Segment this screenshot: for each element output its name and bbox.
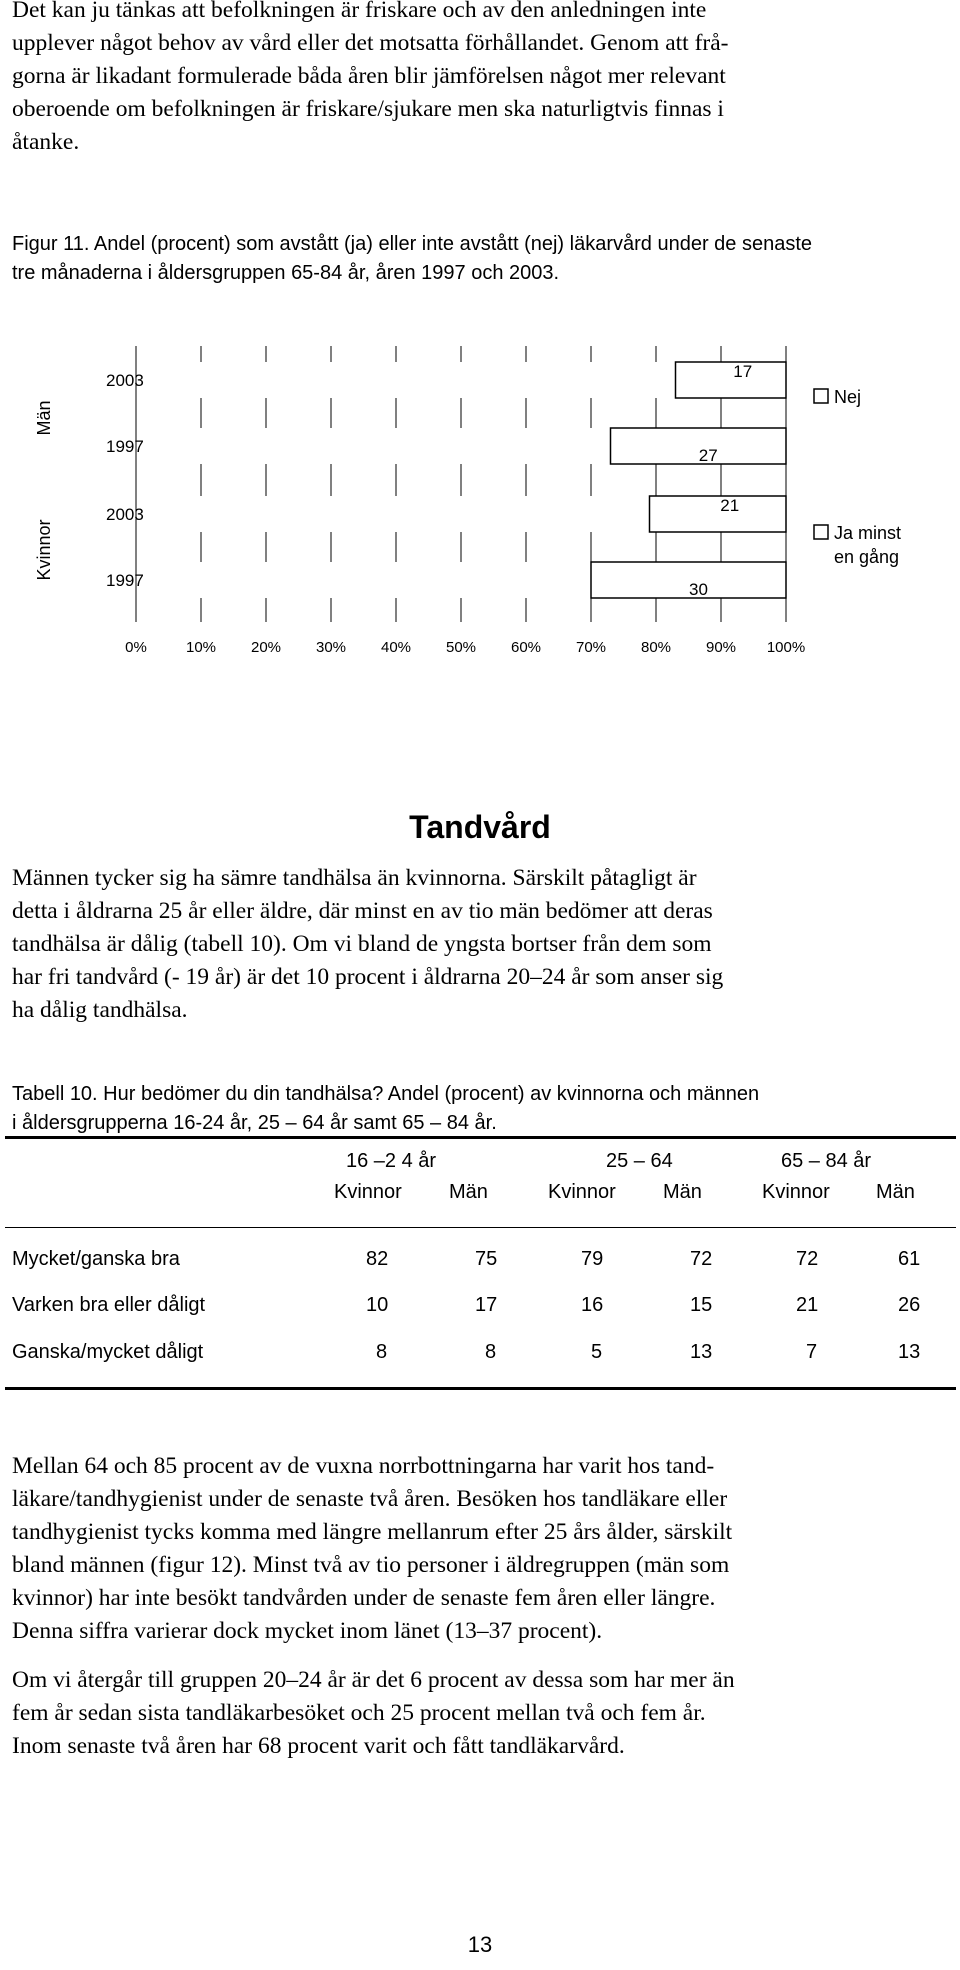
table-cell: 7 bbox=[806, 1341, 818, 1363]
closing-paragraph-1 bbox=[12, 1450, 732, 1648]
legend-label-nej: Nej bbox=[834, 387, 862, 407]
stacked-bar-chart bbox=[0, 330, 960, 680]
bar-segment-nej bbox=[138, 562, 591, 598]
table-cell: 13 bbox=[690, 1341, 713, 1363]
table-cell: 13 bbox=[898, 1341, 921, 1363]
text-line: tandhälsa är dålig (tabell 10). Om vi bland de yngsta bortser från dem som bbox=[12, 931, 712, 957]
x-tick-label: 80% bbox=[640, 639, 672, 656]
table-top-rule bbox=[5, 1136, 956, 1139]
text-line: åtanke. bbox=[12, 129, 80, 155]
text-line: Mellan 64 och 85 procent av de vuxna norrbottningarna har varit hos tand- bbox=[12, 1453, 715, 1479]
x-tick-label: 30% bbox=[315, 639, 347, 656]
table-row-label: Mycket/ganska bra bbox=[12, 1248, 180, 1270]
table-cell: 10 bbox=[366, 1294, 389, 1316]
bar-segment-nej bbox=[138, 428, 611, 464]
x-tick-label: 50% bbox=[445, 639, 477, 656]
x-tick-label: 90% bbox=[705, 639, 737, 656]
text-line: Inom senaste två åren har 68 procent varit och fått tandläkarvård. bbox=[12, 1733, 625, 1759]
table-cell: 16 bbox=[581, 1294, 604, 1316]
sex-header: Kvinnor bbox=[762, 1181, 830, 1203]
x-tick-label: 70% bbox=[575, 639, 607, 656]
data-label: 27 bbox=[698, 446, 718, 465]
group-label: Kvinnor bbox=[34, 519, 54, 581]
table-cell: 61 bbox=[898, 1248, 921, 1270]
x-tick-label: 20% bbox=[250, 639, 282, 656]
table-cell: 82 bbox=[366, 1248, 389, 1270]
sex-header: Män bbox=[449, 1181, 488, 1203]
x-tick-label: 60% bbox=[510, 639, 542, 656]
sex-header: Kvinnor bbox=[334, 1181, 402, 1203]
table-caption bbox=[12, 1080, 759, 1138]
closing-paragraph-2 bbox=[12, 1664, 735, 1763]
table-cell: 5 bbox=[591, 1341, 603, 1363]
category-label: 1997 bbox=[106, 571, 144, 590]
sex-header: Män bbox=[876, 1181, 915, 1203]
text-line: fem år sedan sista tandläkarbesöket och 25 procent mellan två och fem år. bbox=[12, 1700, 706, 1726]
section-title: Tandvård bbox=[409, 809, 551, 845]
category-label: 1997 bbox=[106, 437, 144, 456]
sex-header: Män bbox=[663, 1181, 702, 1203]
caption-line: i åldersgrupperna 16-24 år, 25 – 64 år samt 65 – 84 år. bbox=[12, 1112, 497, 1134]
caption-line: Tabell 10. Hur bedömer du din tandhälsa? Andel (procent) av kvinnorna och männen bbox=[12, 1083, 760, 1105]
legend-swatch-nej bbox=[814, 389, 828, 403]
table-cell: 8 bbox=[376, 1341, 388, 1363]
section-paragraph bbox=[12, 862, 723, 1027]
bar-segment-ja bbox=[650, 496, 787, 532]
intro-paragraph bbox=[12, 0, 728, 159]
text-line: kvinnor) har inte besökt tandvården under de senaste fem åren eller längre. bbox=[12, 1585, 716, 1611]
table-cell: 26 bbox=[898, 1294, 921, 1316]
table-bottom-rule bbox=[5, 1387, 956, 1390]
text-line: detta i åldrarna 25 år eller äldre, där minst en av tio män bedömer att deras bbox=[12, 898, 713, 924]
data-label: 30 bbox=[689, 580, 708, 599]
page-number: 13 bbox=[467, 1932, 493, 1957]
table-cell: 15 bbox=[690, 1294, 713, 1316]
text-line: gorna är likadant formulerade båda åren blir jämförelsen något mer relevant bbox=[12, 63, 726, 89]
table-cell: 72 bbox=[796, 1248, 819, 1270]
table-cell: 79 bbox=[581, 1248, 604, 1270]
category-label: 2003 bbox=[106, 505, 144, 524]
caption-line: Figur 11. Andel (procent) som avstått (ja) eller inte avstått (nej) läkarvård under de senaste bbox=[12, 233, 813, 255]
text-line: tandhygienist tycks komma med längre mellanrum efter 25 års ålder, särskilt bbox=[12, 1519, 733, 1545]
text-line: läkare/tandhygienist under de senaste två åren. Besöken hos tandläkare eller bbox=[12, 1486, 728, 1512]
text-line: upplever något behov av vård eller det motsatta förhållandet. Genom att frå- bbox=[12, 30, 729, 56]
table-cell: 21 bbox=[796, 1294, 819, 1316]
text-line: har fri tandvård (- 19 år) är det 10 procent i åldrarna 20–24 år som anser sig bbox=[12, 964, 724, 990]
age-group-header: 65 – 84 år bbox=[781, 1150, 872, 1172]
table-cell: 17 bbox=[475, 1294, 498, 1316]
category-label: 2003 bbox=[106, 371, 144, 390]
caption-line: tre månaderna i åldersgruppen 65-84 år, åren 1997 och 2003. bbox=[12, 262, 560, 284]
table-header-rule bbox=[5, 1227, 956, 1228]
legend-label-ja: Ja minst en gång bbox=[834, 523, 902, 567]
text-line: bland männen (figur 12). Minst två av tio personer i äldregruppen (män som bbox=[12, 1552, 730, 1578]
age-group-header: 25 – 64 bbox=[606, 1150, 673, 1172]
text-line: ha dålig tandhälsa. bbox=[12, 997, 188, 1023]
bar-segment-ja bbox=[676, 362, 787, 398]
data-label: 21 bbox=[720, 496, 740, 515]
age-group-header: 16 –2 4 år bbox=[346, 1150, 437, 1172]
legend-swatch-ja bbox=[814, 525, 828, 539]
x-tick-label: 0% bbox=[125, 639, 147, 656]
text-line: Männen tycker sig ha sämre tandhälsa än kvinnorna. Särskilt påtagligt är bbox=[12, 865, 697, 891]
text-line: Om vi återgår till gruppen 20–24 år är det 6 procent av dessa som har mer än bbox=[12, 1667, 735, 1693]
table-row-label: Varken bra eller dåligt bbox=[12, 1294, 206, 1316]
x-tick-label: 100% bbox=[766, 639, 806, 656]
table-cell: 72 bbox=[690, 1248, 713, 1270]
table-cell: 8 bbox=[485, 1341, 497, 1363]
table-cell: 75 bbox=[475, 1248, 498, 1270]
table-row-label: Ganska/mycket dåligt bbox=[12, 1341, 204, 1363]
bar-segment-nej bbox=[138, 362, 676, 398]
text-line: oberoende om befolkningen är friskare/sjukare men ska naturligtvis finnas i bbox=[12, 96, 724, 122]
figure-caption bbox=[12, 230, 812, 288]
sex-header: Kvinnor bbox=[548, 1181, 616, 1203]
data-label: 17 bbox=[733, 362, 753, 381]
x-tick-label: 40% bbox=[380, 639, 412, 656]
group-label: Män bbox=[34, 400, 54, 436]
text-line: Det kan ju tänkas att befolkningen är friskare och av den anledningen inte bbox=[12, 0, 707, 23]
bar-segment-nej bbox=[138, 496, 650, 532]
x-tick-label: 10% bbox=[185, 639, 217, 656]
text-line: Denna siffra varierar dock mycket inom länet (13–37 procent). bbox=[12, 1618, 603, 1644]
